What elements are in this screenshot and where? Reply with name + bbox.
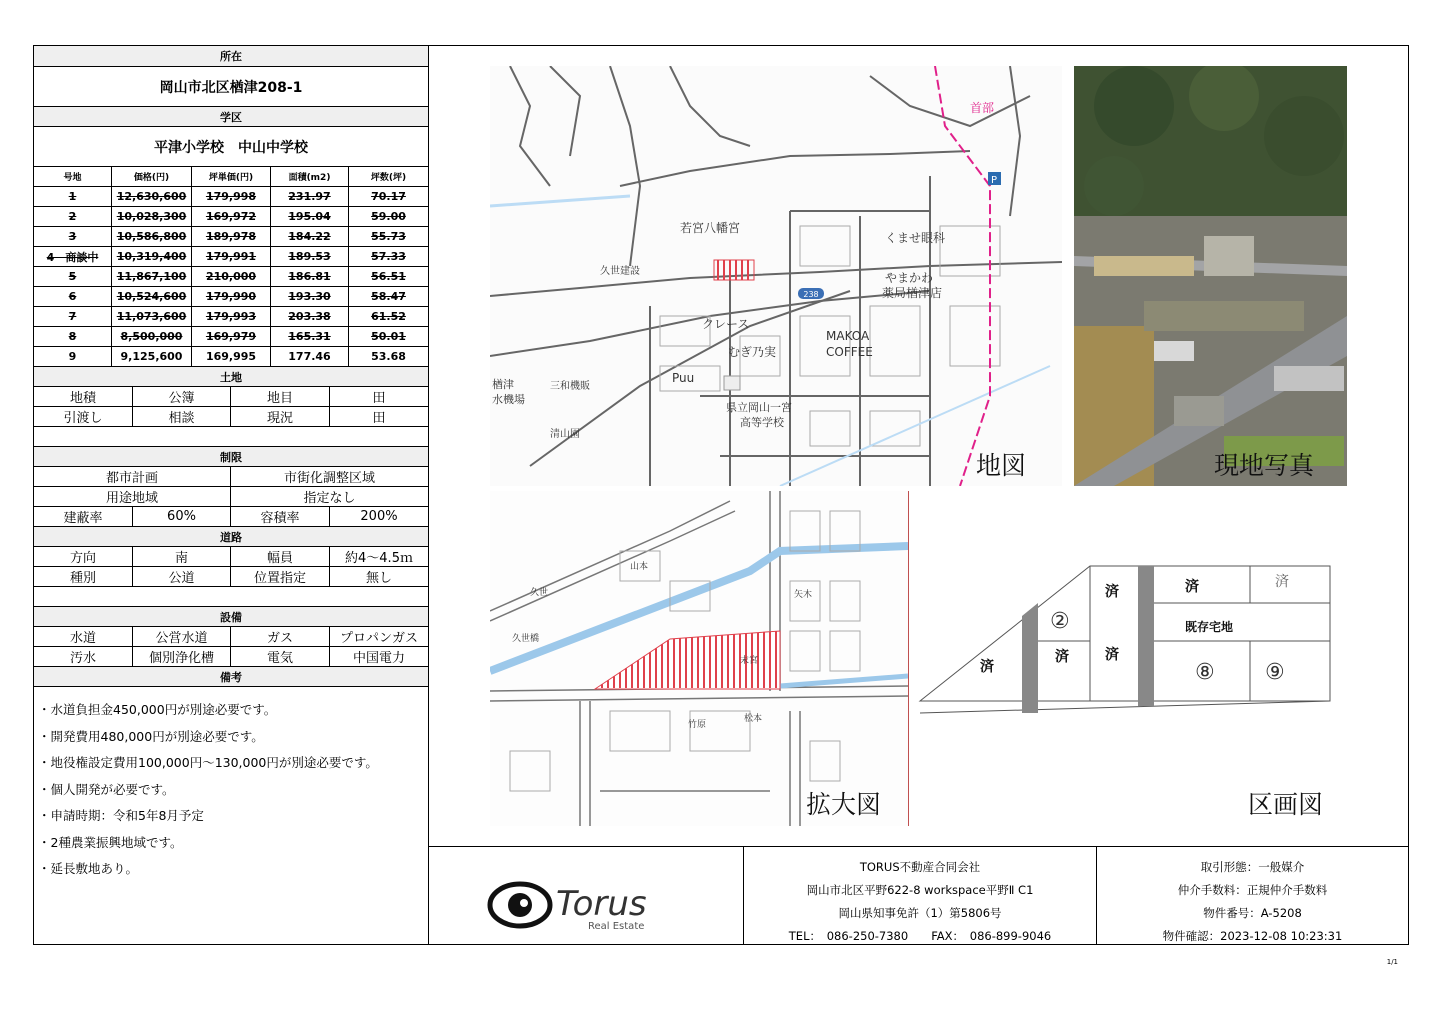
map-label: 県立岡山一宮: [726, 401, 792, 414]
lot-no: 8: [34, 327, 112, 346]
spacer-row: [34, 427, 428, 447]
remarks-list: [34, 687, 428, 883]
road-value: 約4～4.5ｍ: [345, 551, 413, 566]
plot-diagram-drawing: [910, 491, 1408, 826]
location-header: 所在: [34, 46, 428, 67]
lot-row: [34, 207, 428, 227]
land-row-1: [34, 387, 428, 407]
map-label: 久世: [530, 588, 549, 598]
lot-area: 165.31: [271, 327, 349, 346]
lot-row: [34, 307, 428, 327]
lot-no: 2: [34, 207, 112, 226]
facilities-row-2: [34, 647, 428, 667]
restriction-label: 建蔽率: [34, 507, 133, 526]
deal-fee: 仲介手数料：正規仲介手数料: [1177, 883, 1328, 897]
land-header: 土地: [34, 367, 428, 387]
lot-area: 184.22: [271, 227, 349, 246]
zoom-title: 拡大図: [806, 790, 882, 819]
property-id: 物件番号：A-5208: [1203, 906, 1302, 920]
lot-unit-price: 169,979: [192, 327, 271, 346]
restriction-value: 200%: [360, 509, 398, 524]
lot-price: 10,028,300: [112, 207, 192, 226]
facilities-header: 設備: [34, 607, 428, 627]
remark-item: ・2種農業振興地域です。: [38, 834, 183, 850]
location-value: 岡山市北区楢津208-1: [34, 67, 428, 107]
restriction-value: 60%: [133, 507, 231, 526]
lot-tsubo: 55.73: [371, 230, 406, 243]
facility-value: 公営水道: [133, 627, 231, 646]
remark-item: ・申請時期：令和5年8月予定: [38, 808, 204, 823]
map-label: やまかわ: [885, 271, 934, 285]
footer: [428, 846, 1408, 945]
lot-row: [34, 327, 428, 347]
map-area: [428, 46, 1408, 846]
road-label: 幅員: [231, 547, 330, 566]
plot-title: 区画図: [1248, 790, 1324, 819]
restriction-label: 用途地域: [34, 487, 231, 506]
lot-row: [34, 187, 428, 207]
lot-row: [34, 227, 428, 247]
logo-mark: [428, 847, 743, 945]
lot-area: 189.53: [271, 247, 349, 266]
sold-mark: 済: [1105, 647, 1119, 663]
lot-row: [34, 267, 428, 287]
sold-mark: 済: [1055, 649, 1069, 665]
lot-tsubo: 53.68: [371, 350, 406, 363]
lot-unit-price: 210,000: [192, 267, 271, 286]
land-label: 現況: [231, 407, 330, 426]
lot-no: 1: [34, 187, 112, 206]
restrictions-header: 制限: [34, 447, 428, 467]
route-number: 238: [803, 290, 819, 299]
lot-2-label: ②: [1050, 609, 1070, 634]
map-label: むぎ乃実: [728, 345, 777, 359]
road-row-1: [34, 547, 428, 567]
lot-price: 8,500,000: [112, 327, 192, 346]
lot-tsubo: 70.17: [371, 190, 406, 203]
facilities-row-1: [34, 627, 428, 647]
remark-item: ・延長敷地あり。: [38, 861, 139, 876]
map-label: 高等学校: [740, 416, 784, 429]
restriction-label: 容積率: [231, 507, 330, 526]
lot-tsubo: 57.33: [371, 250, 406, 263]
lot-unit-price: 179,998: [192, 187, 271, 206]
company-address: 岡山市北区平野622-8 workspace平野Ⅱ C1: [806, 883, 1034, 897]
land-value: 田: [372, 411, 386, 426]
facility-label: 水道: [34, 627, 133, 646]
photo-title: 現地写真: [1214, 451, 1315, 480]
map-label: 水機場: [492, 393, 525, 406]
lot-unit-price: 169,995: [192, 347, 271, 366]
facility-value: 個別浄化槽: [133, 647, 231, 666]
lot-tsubo: 58.47: [371, 290, 406, 303]
deal-type: 取引形態：一般媒介: [1200, 860, 1305, 874]
lot-area: 203.38: [271, 307, 349, 326]
map-label: 首部: [970, 101, 995, 115]
col-area: 面積(m2): [271, 167, 349, 186]
lot-no: 6: [34, 287, 112, 306]
lot-9-label: ⑨: [1265, 660, 1285, 685]
lot-tsubo: 61.52: [371, 310, 406, 323]
lot-row: [34, 347, 428, 367]
restriction-value: 市街化調整区域: [283, 471, 375, 486]
company-logo: [428, 847, 743, 945]
map-label: Puu: [672, 371, 695, 385]
road-label: 方向: [34, 547, 133, 566]
road-label: 位置指定: [231, 567, 330, 586]
lot-price: 10,524,600: [112, 287, 192, 306]
school-value: 平津小学校 中山中学校: [34, 127, 428, 167]
land-row-2: [34, 407, 428, 427]
map-label: 竹原: [688, 720, 707, 730]
lot-unit-price: 189,978: [192, 227, 271, 246]
plot-diagram: [910, 491, 1408, 826]
lot-area: 177.46: [271, 347, 349, 366]
lot-area: 231.97: [271, 187, 349, 206]
map-title: 地図: [976, 451, 1027, 480]
land-value: 公簿: [133, 387, 231, 406]
aerial-photo-drawing: [1074, 66, 1347, 486]
zoom-map: [490, 491, 909, 826]
col-tsubo: 坪数(坪): [370, 173, 407, 183]
lot-no: 4 商談中: [34, 247, 112, 266]
map-label: くませ眼科: [885, 231, 946, 245]
street-map: [490, 66, 1062, 486]
road-value: 南: [133, 547, 231, 566]
restrictions-row-3: [34, 507, 428, 527]
remark-item: ・開発費用480,000円が別途必要です。: [38, 728, 264, 744]
restrictions-row-2: [34, 487, 428, 507]
facility-label: ガス: [231, 627, 330, 646]
land-value: 相談: [133, 407, 231, 426]
lot-no: 3: [34, 227, 112, 246]
restriction-label: 都市計画: [34, 467, 231, 486]
lot-no: 9: [34, 347, 112, 366]
street-map-drawing: [490, 66, 1062, 486]
lot-tsubo: 59.00: [371, 210, 406, 223]
map-label: 薬局楢津店: [882, 286, 943, 300]
lot-unit-price: 179,990: [192, 287, 271, 306]
lot-tsubo: 56.51: [371, 270, 406, 283]
facility-value: 中国電力: [352, 651, 405, 666]
property-sheet: [33, 45, 1409, 945]
map-label: 山本: [630, 562, 649, 572]
map-label: COFFEE: [826, 345, 873, 359]
lot-unit-price: 179,991: [192, 247, 271, 266]
col-lot-no: 号地: [34, 167, 112, 186]
logo-wordmark: Torus: [556, 884, 647, 924]
remark-item: ・水道負担金450,000円が別途必要です。: [38, 702, 277, 717]
facility-value: プロパンガス: [339, 631, 418, 646]
deal-info: [1096, 847, 1408, 945]
land-label: 引渡し: [34, 407, 133, 426]
road-header: 道路: [34, 527, 428, 547]
svg-text:P: P: [990, 175, 998, 186]
land-value: 田: [372, 391, 386, 406]
lot-row: [34, 247, 428, 267]
spacer-row: [34, 587, 428, 607]
company-phone: TEL： 086-250-7380 FAX： 086-899-9046: [788, 929, 1052, 943]
map-label: クレース: [702, 317, 750, 331]
map-label: 久世橋: [512, 634, 540, 644]
lot-unit-price: 179,993: [192, 307, 271, 326]
road-value: 公道: [133, 567, 231, 586]
lot-price: 11,073,600: [112, 307, 192, 326]
logo-subtext: Real Estate: [588, 921, 645, 932]
zoom-map-drawing: [490, 491, 908, 826]
map-label: 久世建設: [600, 266, 640, 277]
sold-mark: 済: [1185, 579, 1199, 595]
map-label: MAKOA: [826, 329, 870, 343]
company-info: [743, 847, 1096, 945]
map-label: 楢津: [492, 378, 514, 391]
lot-area: 193.30: [271, 287, 349, 306]
lot-tsubo: 50.01: [371, 330, 406, 343]
map-label: 若宮八幡宮: [680, 221, 741, 235]
road-label: 種別: [34, 567, 133, 586]
lot-price: 11,867,100: [112, 267, 192, 286]
road-row-2: [34, 567, 428, 587]
map-label: 松本: [744, 714, 763, 724]
land-label: 地積: [34, 387, 133, 406]
col-price: 価格(円): [112, 167, 192, 186]
remarks-header: 備考: [34, 667, 428, 687]
lot-area: 186.81: [271, 267, 349, 286]
map-label: 末宮: [740, 656, 759, 666]
lot-row: [34, 287, 428, 307]
road-value: 無し: [365, 571, 392, 586]
lot-8-label: ⑧: [1195, 660, 1215, 685]
map-label: 矢木: [794, 590, 813, 600]
sold-mark: 済: [1105, 584, 1119, 600]
map-label: 清山園: [550, 429, 580, 440]
sold-mark: 済: [1275, 574, 1289, 590]
facility-label: 汚水: [34, 647, 133, 666]
lot-table-header: [34, 167, 428, 187]
remark-item: ・地役権設定費用100,000円～130,000円が別途必要です。: [38, 755, 378, 770]
existing-lot-label: 既存宅地: [1185, 620, 1234, 634]
col-unit-price: 坪単価(円): [192, 167, 271, 186]
restrictions-row-1: [34, 467, 428, 487]
lot-no: 5: [34, 267, 112, 286]
property-checked: 物件確認：2023-12-08 10:23:31: [1162, 929, 1343, 943]
lot-unit-price: 169,972: [192, 207, 271, 226]
restriction-value: 指定なし: [303, 491, 356, 506]
lot-area: 195.04: [271, 207, 349, 226]
company-name: TORUS不動産合同会社: [859, 860, 981, 874]
lot-price: 12,630,600: [112, 187, 192, 206]
school-header: 学区: [34, 107, 428, 127]
land-label: 地目: [231, 387, 330, 406]
sold-mark: 済: [980, 659, 994, 675]
page-number: 1/1: [1386, 958, 1398, 966]
remark-item: ・個人開発が必要です。: [38, 781, 175, 797]
info-table: [34, 46, 429, 944]
company-license: 岡山県知事免許（1）第5806号: [838, 906, 1002, 920]
lot-price: 9,125,600: [112, 347, 192, 366]
lot-no: 7: [34, 307, 112, 326]
aerial-photo: [1074, 66, 1347, 486]
facility-label: 電気: [231, 647, 330, 666]
lot-price: 10,319,400: [112, 247, 192, 266]
map-label: 三和機販: [550, 381, 590, 392]
lot-price: 10,586,800: [112, 227, 192, 246]
